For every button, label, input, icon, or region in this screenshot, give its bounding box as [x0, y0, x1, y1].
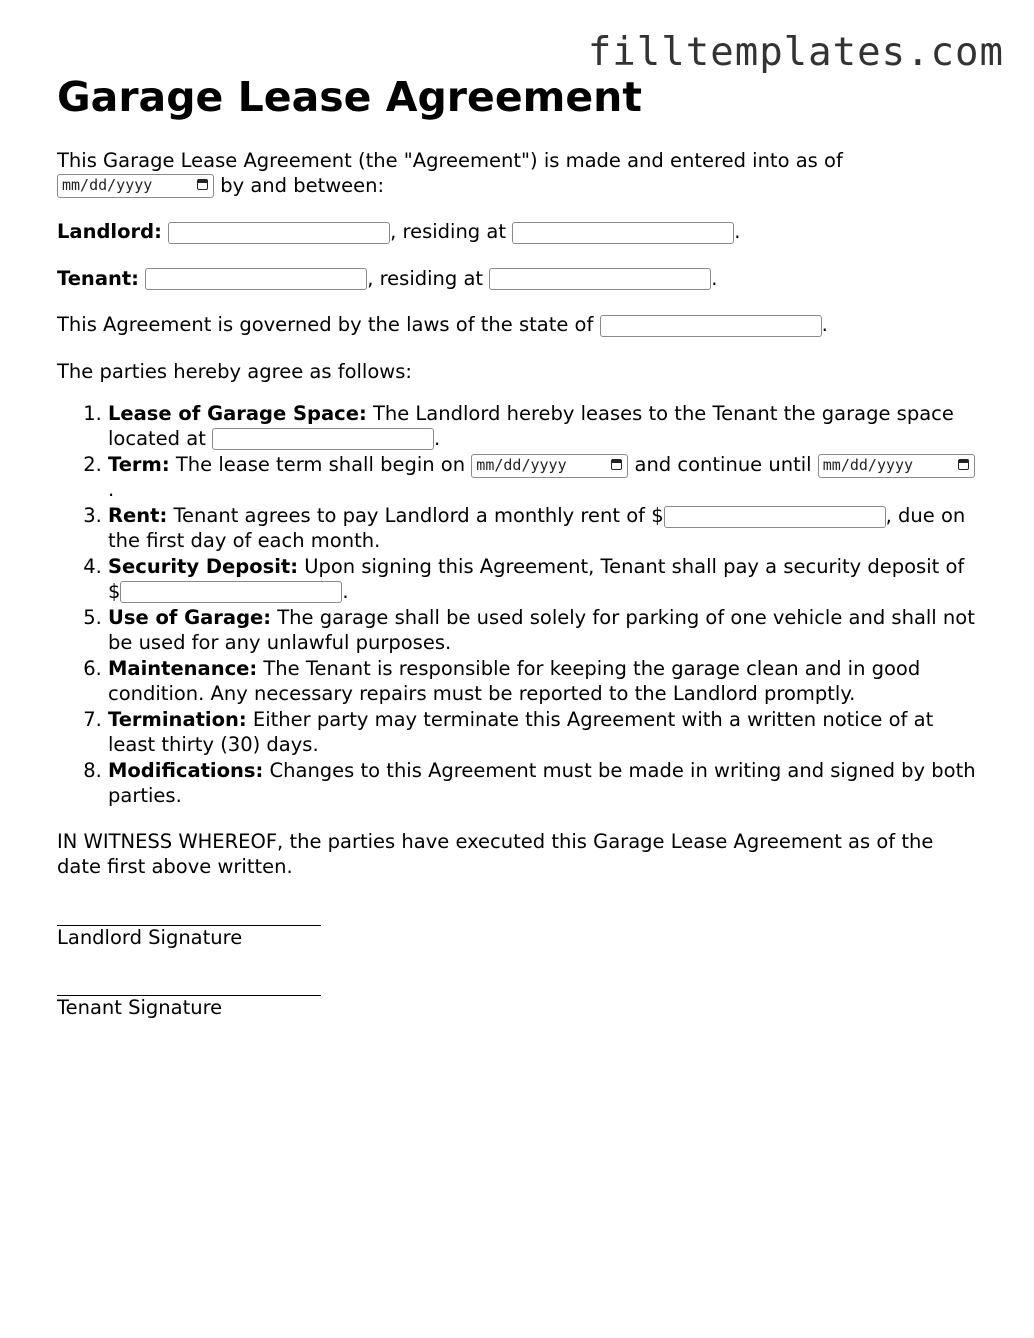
calendar-icon[interactable] — [611, 459, 622, 470]
clause-text: The Tenant is responsible for keeping the garage clean and in good condition. Any necessary repairs must be reported to the Landlord promptly. — [108, 657, 921, 705]
landlord-residing-text: , residing at — [390, 220, 506, 243]
document-body — [57, 149, 977, 1020]
clause-end: . — [342, 579, 349, 603]
intro-text-after: by and between: — [220, 173, 385, 197]
tenant-signature-line — [57, 975, 321, 996]
landlord-name-input[interactable] — [168, 222, 390, 244]
date-placeholder: mm/dd/yyyy — [476, 455, 567, 474]
clause-title: Modifications: — [108, 759, 264, 782]
tenant-address-input[interactable] — [489, 268, 711, 290]
agree-text: The parties hereby agree as follows: — [57, 359, 412, 383]
clause-text: The Landlord hereby leases to the Tenant the garage space located at — [108, 402, 954, 450]
landlord-label: Landlord: — [57, 220, 162, 243]
clause-maintenance — [108, 657, 977, 706]
landlord-signature-block — [57, 905, 977, 951]
clause-modifications — [108, 759, 977, 808]
term-end-date-input[interactable] — [818, 454, 975, 478]
calendar-icon[interactable] — [958, 459, 969, 470]
clause-rent — [108, 504, 977, 553]
garage-location-input[interactable] — [212, 428, 434, 450]
clause-security-deposit — [108, 555, 977, 604]
clause-text: Upon signing this Agreement, Tenant shall pay a security deposit of $ — [108, 555, 965, 603]
watermark-text: filltemplates.com — [587, 30, 1004, 75]
clause-end: . — [434, 426, 441, 450]
date-placeholder: mm/dd/yyyy — [822, 455, 914, 474]
clause-title: Security Deposit: — [108, 555, 299, 578]
deposit-amount-input[interactable] — [120, 581, 342, 603]
page-title: Garage Lease Agreement — [57, 73, 642, 121]
clause-end: . — [108, 477, 115, 501]
clause-title: Rent: — [108, 504, 168, 527]
clause-use-of-garage — [108, 606, 977, 655]
clause-text: Changes to this Agreement must be made in writing and signed by both parties. — [108, 759, 976, 807]
witness-paragraph: IN WITNESS WHEREOF, the parties have executed this Garage Lease Agreement as of the date first above written. — [57, 830, 934, 878]
rent-amount-input[interactable] — [664, 506, 886, 528]
clause-text: Either party may terminate this Agreement with a written notice of at least thirty (30) days. — [108, 708, 934, 756]
clause-text-mid: and continue until — [634, 453, 812, 476]
clause-end: , due on the first day of each month. — [108, 504, 966, 552]
landlord-address-input[interactable] — [512, 222, 734, 244]
clause-text: Tenant agrees to pay Landlord a monthly rent of $ — [173, 504, 664, 527]
clause-title: Termination: — [108, 708, 247, 731]
landlord-line — [57, 220, 977, 245]
clause-text: The garage shall be used solely for parking of one vehicle and shall not be used for any unlawful purposes. — [108, 606, 975, 654]
clause-title: Maintenance: — [108, 657, 258, 680]
tenant-line-end: . — [711, 266, 718, 290]
tenant-signature-block — [57, 975, 977, 1021]
governing-law-line — [57, 313, 977, 338]
clause-term — [108, 453, 977, 502]
clause-title: Lease of Garage Space: — [108, 402, 367, 425]
tenant-name-input[interactable] — [145, 268, 367, 290]
intro-paragraph — [57, 149, 977, 198]
landlord-signature-label: Landlord Signature — [57, 926, 243, 949]
clauses-list — [57, 402, 977, 808]
clause-title: Term: — [108, 453, 170, 476]
landlord-line-end: . — [734, 220, 741, 243]
clause-title: Use of Garage: — [108, 606, 272, 629]
tenant-label: Tenant: — [57, 266, 139, 290]
tenant-signature-label: Tenant Signature — [57, 995, 223, 1019]
agreement-date-input[interactable] — [57, 174, 214, 198]
clause-termination — [108, 708, 977, 757]
term-start-date-input[interactable] — [471, 454, 628, 478]
clause-lease-of-garage — [108, 402, 977, 451]
date-placeholder: mm/dd/yyyy — [62, 176, 153, 194]
tenant-residing-text: , residing at — [367, 266, 484, 290]
governing-law-end: . — [821, 313, 828, 336]
intro-text: This Garage Lease Agreement (the "Agreement") is made and entered into as of — [57, 149, 843, 172]
tenant-line — [57, 267, 977, 292]
calendar-icon[interactable] — [197, 179, 208, 190]
clause-text: The lease term shall begin on — [175, 453, 466, 476]
governing-law-text: This Agreement is governed by the laws of the state of — [57, 313, 594, 336]
landlord-signature-line — [57, 905, 321, 926]
state-input[interactable] — [600, 315, 822, 337]
